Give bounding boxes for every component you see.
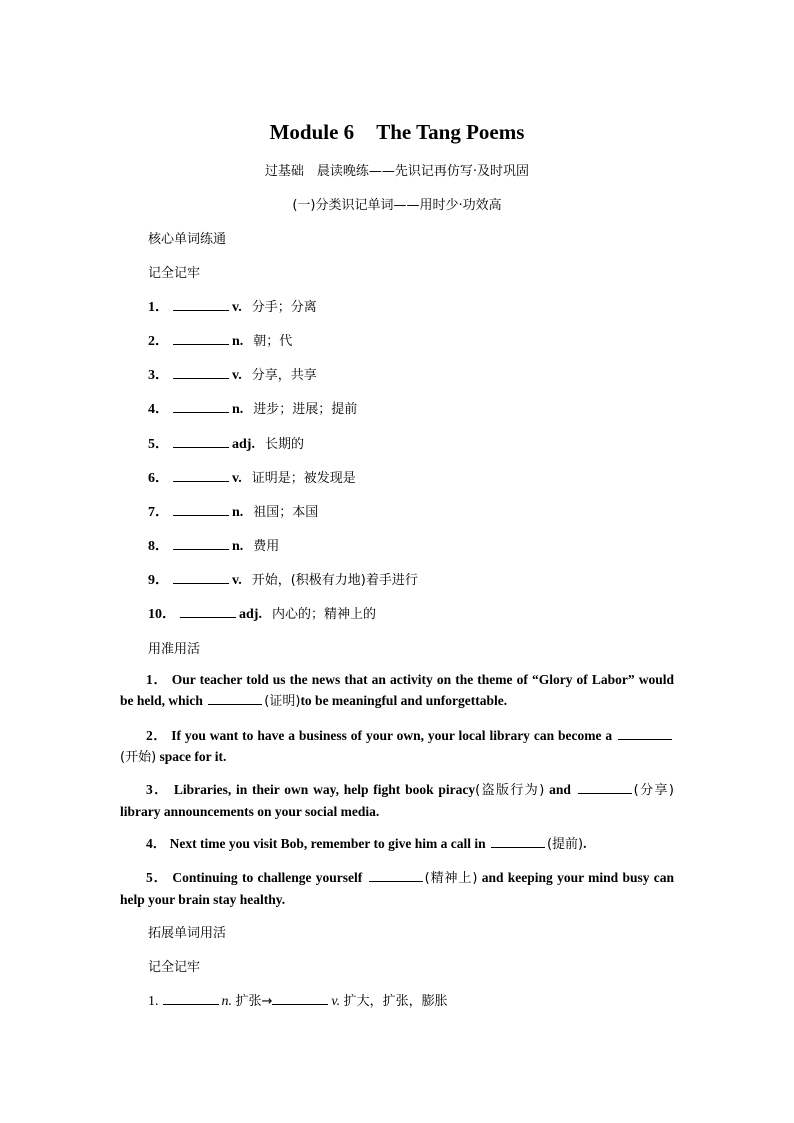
answer-blank[interactable] bbox=[173, 469, 229, 482]
core-memorize-label: 记全记牢 bbox=[148, 266, 201, 281]
vocab-item: 8． n. 费用 bbox=[148, 539, 280, 554]
answer-blank[interactable] bbox=[208, 693, 262, 705]
answer-blank[interactable] bbox=[491, 836, 545, 848]
answer-blank[interactable] bbox=[173, 435, 229, 448]
vocab-item: 4． n. 进步；进展；提前 bbox=[148, 402, 358, 417]
answer-blank[interactable] bbox=[272, 992, 328, 1005]
answer-blank[interactable] bbox=[173, 400, 229, 413]
module-name: The Tang Poems bbox=[376, 120, 525, 144]
answer-blank[interactable] bbox=[578, 782, 632, 794]
answer-blank[interactable] bbox=[173, 503, 229, 516]
usage-heading: 用准用活 bbox=[148, 642, 201, 657]
answer-blank[interactable] bbox=[163, 992, 219, 1005]
usage-sentence: 1． Our teacher told us the news that an activity on the theme of “Glory of Labor” would be held, which (证明)to be meaningful and unforgettable. bbox=[120, 672, 675, 709]
answer-blank[interactable] bbox=[173, 298, 229, 311]
subtitle: 过基础 晨读晚练——先识记再仿写·及时巩固 bbox=[264, 164, 530, 179]
usage-sentence: 4． Next time you visit Bob, remember to give him a call in (提前). bbox=[146, 836, 587, 852]
extended-vocab-heading: 拓展单词用活 bbox=[148, 926, 227, 941]
answer-blank[interactable] bbox=[618, 728, 672, 740]
answer-blank[interactable] bbox=[173, 537, 229, 550]
answer-blank[interactable] bbox=[173, 332, 229, 345]
core-vocab-heading: 核心单词练通 bbox=[148, 232, 227, 247]
page-title bbox=[0, 120, 794, 145]
answer-blank[interactable] bbox=[369, 870, 423, 882]
vocab-item: 7． n. 祖国；本国 bbox=[148, 505, 319, 520]
usage-sentence: 2． If you want to have a business of your own, your local library can become a (开始) space for it. bbox=[120, 725, 674, 768]
vocab-item: 2． n. 朝；代 bbox=[148, 334, 293, 349]
answer-blank[interactable] bbox=[173, 366, 229, 379]
module-number: Module 6 bbox=[269, 120, 355, 144]
section-heading: (一)分类识记单词——用时少·功效高 bbox=[292, 198, 502, 213]
usage-sentence: 5． Continuing to challenge yourself (精神上) and keeping your mind busy can help your brain stay healthy. bbox=[120, 870, 675, 907]
vocab-item: 9． v. 开始，(积极有力地)着手进行 bbox=[148, 573, 418, 588]
vocab-item: 10． adj. 内心的；精神上的 bbox=[148, 607, 376, 622]
usage-sentence: 3． Libraries, in their own way, help fight book piracy(盗版行为) and (分享) library announcements on your social media. bbox=[120, 782, 674, 819]
answer-blank[interactable] bbox=[173, 571, 229, 584]
vocab-item: 3． v. 分享，共享 bbox=[148, 368, 317, 383]
answer-blank[interactable] bbox=[180, 605, 236, 618]
extended-vocab-item: 1. n. 扩张→ v. 扩大，扩张，膨胀 bbox=[148, 994, 448, 1009]
vocab-item: 5． adj. 长期的 bbox=[148, 437, 304, 452]
vocab-item: 1． v. 分手；分离 bbox=[148, 300, 317, 315]
vocab-item: 6． v. 证明是；被发现是 bbox=[148, 471, 356, 486]
extended-memorize-label: 记全记牢 bbox=[148, 960, 201, 975]
